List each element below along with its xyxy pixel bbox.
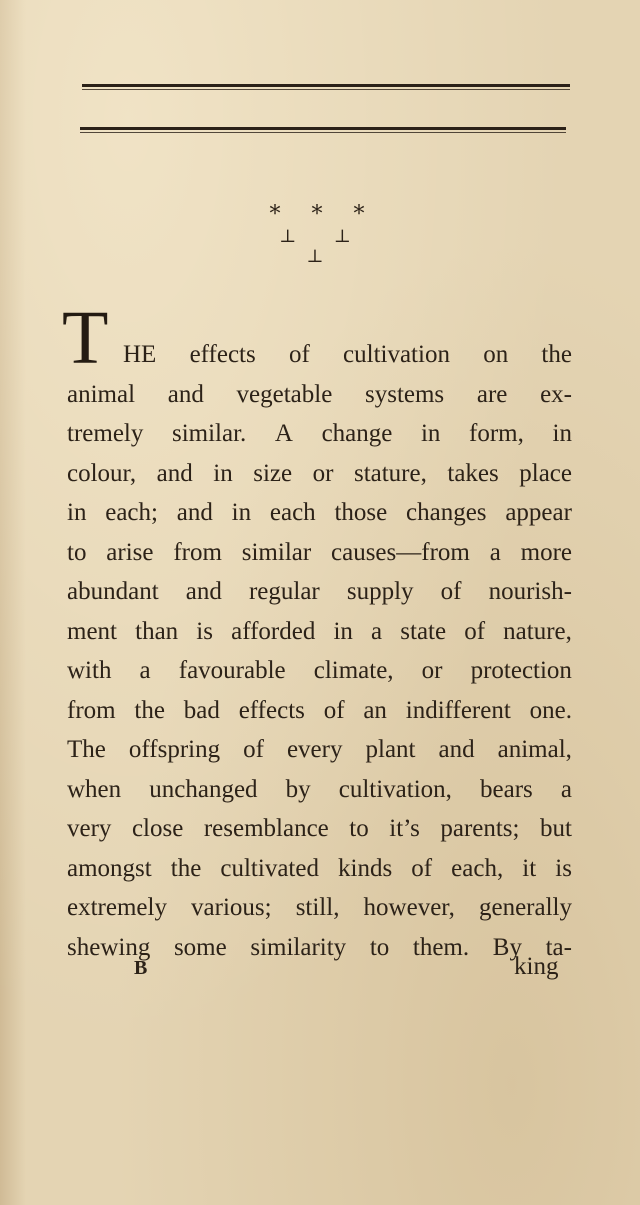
word: in — [333, 617, 353, 645]
word: ex- — [540, 380, 572, 408]
word: when — [67, 775, 122, 803]
word: in — [213, 459, 233, 487]
word: HE — [123, 341, 157, 368]
word: unchanged — [149, 775, 258, 803]
word: plant — [365, 736, 416, 763]
word: a — [139, 657, 151, 684]
word: in — [67, 499, 87, 526]
word: from — [67, 696, 116, 724]
word: one. — [529, 696, 572, 724]
word: the — [170, 854, 202, 882]
word: form, — [469, 420, 524, 447]
word: every — [286, 736, 343, 763]
word: abundant — [67, 578, 159, 605]
word: some — [173, 933, 227, 961]
ornament-stars: * * * — [269, 202, 377, 227]
word: it — [522, 854, 537, 882]
text-line — [67, 335, 572, 375]
word: effects — [189, 341, 256, 368]
word: cultivated — [220, 854, 319, 882]
word: but — [540, 815, 572, 842]
word: or — [421, 657, 443, 684]
word: extremely — [67, 894, 167, 921]
top-double-rule — [82, 84, 570, 87]
word: place — [519, 459, 572, 487]
word: kinds — [338, 854, 393, 882]
word: by — [285, 775, 311, 803]
word: tremely — [67, 420, 144, 447]
word: vegetable — [236, 380, 333, 408]
text-line — [67, 770, 572, 810]
word: cultivation, — [338, 775, 452, 803]
word: ta- — [545, 933, 572, 961]
word: the — [134, 696, 165, 724]
word: appear — [505, 499, 572, 526]
word: each; — [105, 499, 158, 526]
text-line — [67, 414, 572, 454]
word: change — [321, 420, 393, 447]
word: animal — [67, 380, 136, 408]
text-line — [67, 454, 572, 494]
word: however, — [363, 894, 455, 921]
word: various; — [191, 894, 272, 921]
word: and — [156, 459, 193, 487]
word: of — [440, 578, 462, 605]
word: close — [131, 815, 184, 842]
word: bears — [480, 775, 533, 803]
text-line — [67, 612, 572, 652]
word: them. — [412, 933, 470, 961]
word: A — [274, 420, 293, 447]
asterism-ornament — [268, 202, 378, 267]
word: from — [173, 538, 222, 566]
text-line — [67, 888, 572, 928]
word: causes—from — [331, 538, 470, 566]
word: nourish- — [488, 578, 572, 605]
word: of — [411, 854, 433, 882]
word: in — [552, 420, 572, 447]
word: of — [288, 341, 310, 368]
text-line — [67, 493, 572, 533]
text-line — [67, 849, 572, 889]
word: offspring — [128, 736, 221, 763]
word: are — [476, 380, 508, 408]
word: takes — [447, 459, 499, 487]
word: the — [541, 341, 572, 368]
word: to — [349, 815, 369, 842]
word: state — [400, 617, 447, 645]
word: indifferent — [405, 696, 511, 724]
word: of — [464, 617, 486, 645]
word: arise — [106, 538, 154, 566]
word: in — [420, 420, 441, 447]
text-line — [67, 375, 572, 415]
word: ment — [67, 617, 117, 645]
word: animal, — [497, 736, 572, 763]
word: amongst — [67, 854, 152, 882]
word: afforded — [231, 617, 316, 645]
word: changes — [406, 499, 487, 526]
word: is — [196, 617, 213, 645]
word: a — [371, 617, 383, 645]
word: each — [269, 499, 316, 526]
word: and — [185, 578, 222, 605]
word: it’s — [389, 815, 420, 842]
word: favourable — [178, 657, 286, 684]
bottom-double-rule-thin — [80, 132, 566, 133]
word: and — [176, 499, 213, 526]
word: to — [67, 538, 87, 566]
word: resemblance — [203, 815, 329, 842]
word: a — [489, 538, 501, 566]
word: similar. — [171, 420, 247, 447]
word: of — [243, 736, 264, 763]
ornament-stems: ⊥ ⊥ ⊥ — [279, 226, 367, 267]
word: those — [334, 499, 388, 526]
word: supply — [346, 578, 414, 605]
word: and — [167, 380, 204, 408]
word: each, — [451, 854, 504, 882]
word: and — [438, 736, 475, 763]
word: similarity — [250, 933, 347, 961]
word: parents; — [440, 815, 520, 842]
word: cultivation — [343, 341, 450, 368]
word: By — [492, 933, 522, 961]
text-line — [67, 730, 572, 770]
word: shewing — [67, 933, 151, 961]
word: colour, — [67, 459, 137, 487]
word: stature, — [353, 459, 427, 487]
bottom-double-rule — [80, 127, 566, 130]
word: effects — [238, 696, 305, 724]
word: size — [253, 459, 293, 487]
word: a — [560, 775, 572, 803]
word: very — [67, 815, 112, 842]
word: climate, — [313, 657, 394, 684]
word: still, — [295, 894, 340, 921]
word: similar — [241, 538, 312, 566]
word: protection — [470, 657, 572, 684]
word: bad — [183, 696, 220, 724]
catchword: king — [514, 953, 559, 980]
word: in — [231, 499, 252, 526]
drop-capital: T — [62, 296, 109, 380]
word: nature, — [503, 617, 572, 645]
word: more — [520, 538, 572, 566]
text-line — [67, 572, 572, 612]
text-line — [67, 651, 572, 691]
word: The — [67, 736, 106, 763]
top-double-rule-thin — [82, 89, 570, 90]
signature-mark: B — [134, 957, 148, 979]
text-line — [67, 533, 572, 573]
body-text — [67, 335, 572, 967]
text-line — [67, 809, 572, 849]
word: an — [363, 696, 387, 724]
word: on — [483, 341, 509, 368]
word: or — [312, 459, 334, 487]
word: to — [369, 933, 390, 961]
word: generally — [478, 894, 572, 921]
word: regular — [248, 578, 320, 605]
word: with — [67, 657, 112, 684]
word: is — [555, 854, 572, 882]
text-line — [67, 691, 572, 731]
word: systems — [364, 380, 445, 408]
word: than — [135, 617, 179, 645]
word: of — [323, 696, 345, 724]
